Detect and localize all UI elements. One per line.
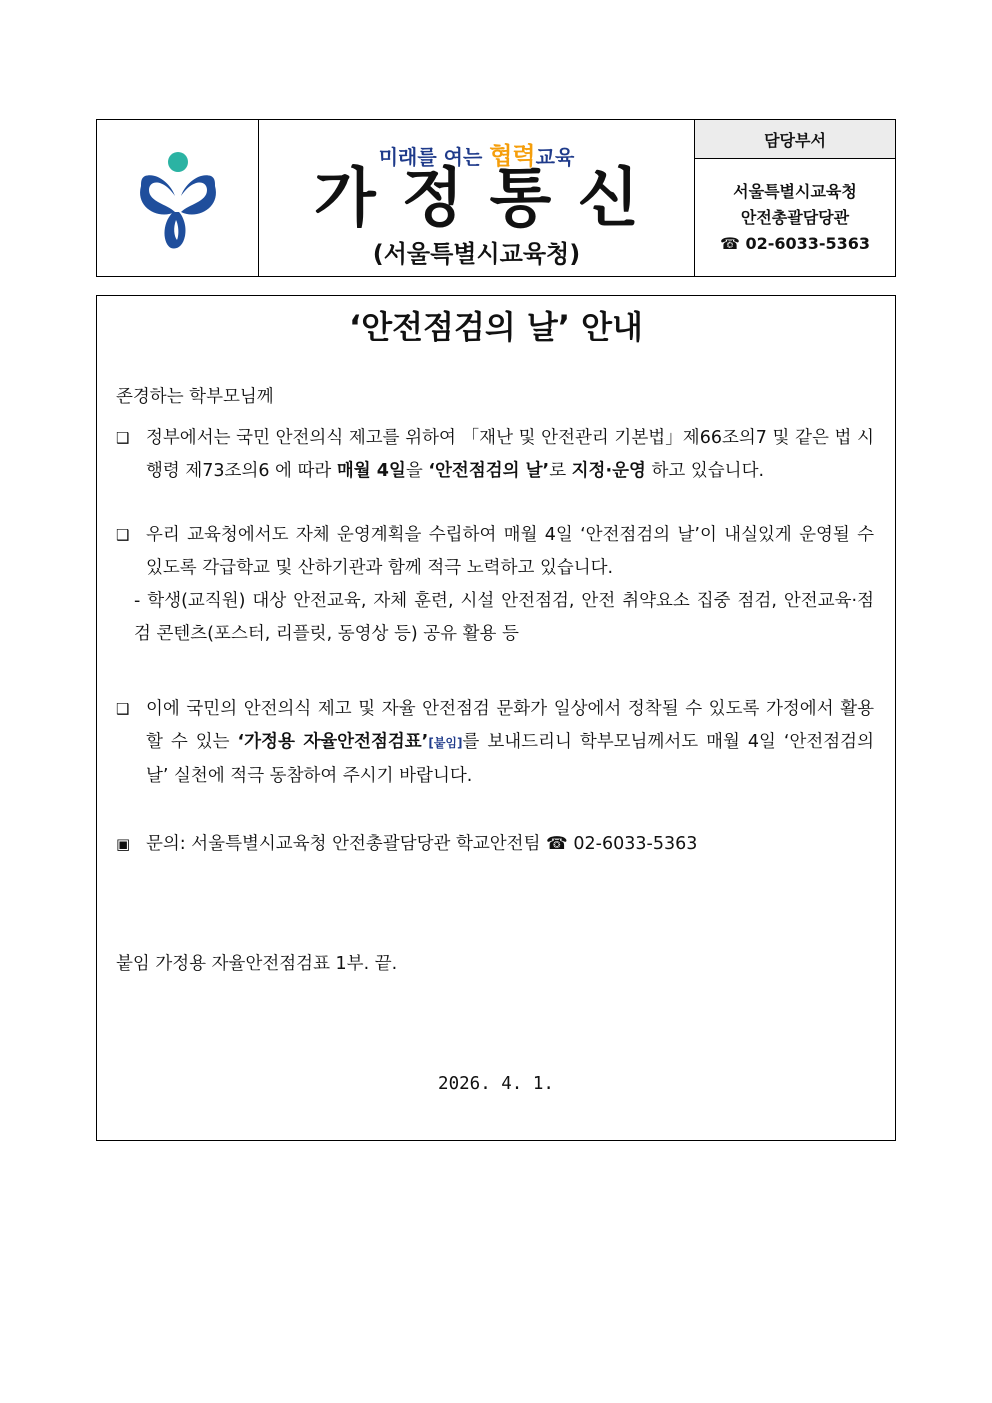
header-table [96, 119, 896, 277]
title-cell [259, 120, 695, 276]
department-label: 담당부서 [695, 120, 895, 159]
bullet-icon: ❑ [116, 429, 130, 447]
slogan: 미래를 여는 협력교육 [378, 142, 575, 170]
department-phone: ☎ 02-6033-5363 [719, 233, 871, 253]
newsletter-title: 가정통신 [313, 162, 666, 236]
attachment-note: 붙임 가정용 자율안전점검표 1부. 끝. [116, 954, 398, 974]
document-title: ‘안전점검의 날’ 안내 [349, 308, 643, 346]
paragraph-2-detail: - 학생(교직원) 대상 안전교육, 자체 훈련, 시설 안전점검, 안전 취약요소 집중 점검, 안전교육·점검 콘텐츠(포스터, 리플릿, 동영상 등) 공유 활용 등 [134, 591, 874, 644]
department-cell [695, 120, 895, 276]
bullet-icon: ❑ [116, 700, 130, 718]
paragraph-2: 우리 교육청에서도 자체 운영계획을 수립하여 매월 4일 ‘안전점검의 날’이 내실있게 운영될 수 있도록 각급학교 및 산하기관과 함께 적극 노력하고 있습니다. [146, 525, 874, 578]
newsletter-subtitle: (서울특별시교육청) [372, 240, 581, 268]
document-date: 2026. 4. 1. [438, 1074, 554, 1094]
seoul-education-logo-icon [97, 120, 258, 275]
paragraph-1: 정부에서는 국민 안전의식 제고를 위하여 「재난 및 안전관리 기본법」제66조의7 및 같은 법 시행령 제73조의6 에 따라 매월 4일을 ‘안전점검의 날’로 지정·운영 하고 있습니다. [146, 428, 874, 481]
greeting: 존경하는 학부모님께 [116, 387, 274, 407]
paragraph-3: 이에 국민의 안전의식 제고 및 자율 안전점검 문화가 일상에서 정착될 수 있도록 가정에서 활용할 수 있는 ‘가정용 자율안전점검표’[붙임]를 보내드리니 학부모님께서도 매월 4일 ‘안전점검의 날’ 실천에 적극 동참하여 주시기 바랍니다. [146, 699, 874, 786]
bullet-icon: ❑ [116, 526, 130, 544]
department-team: 안전총괄담당관 [740, 207, 850, 227]
contact-info: 문의: 서울특별시교육청 안전총괄담당관 학교안전팀 ☎ 02-6033-5363 [146, 834, 698, 854]
logo-cell [97, 120, 259, 276]
department-info [695, 159, 895, 276]
department-org: 서울특별시교육청 [733, 181, 857, 201]
contact-icon: ▣ [116, 835, 131, 853]
